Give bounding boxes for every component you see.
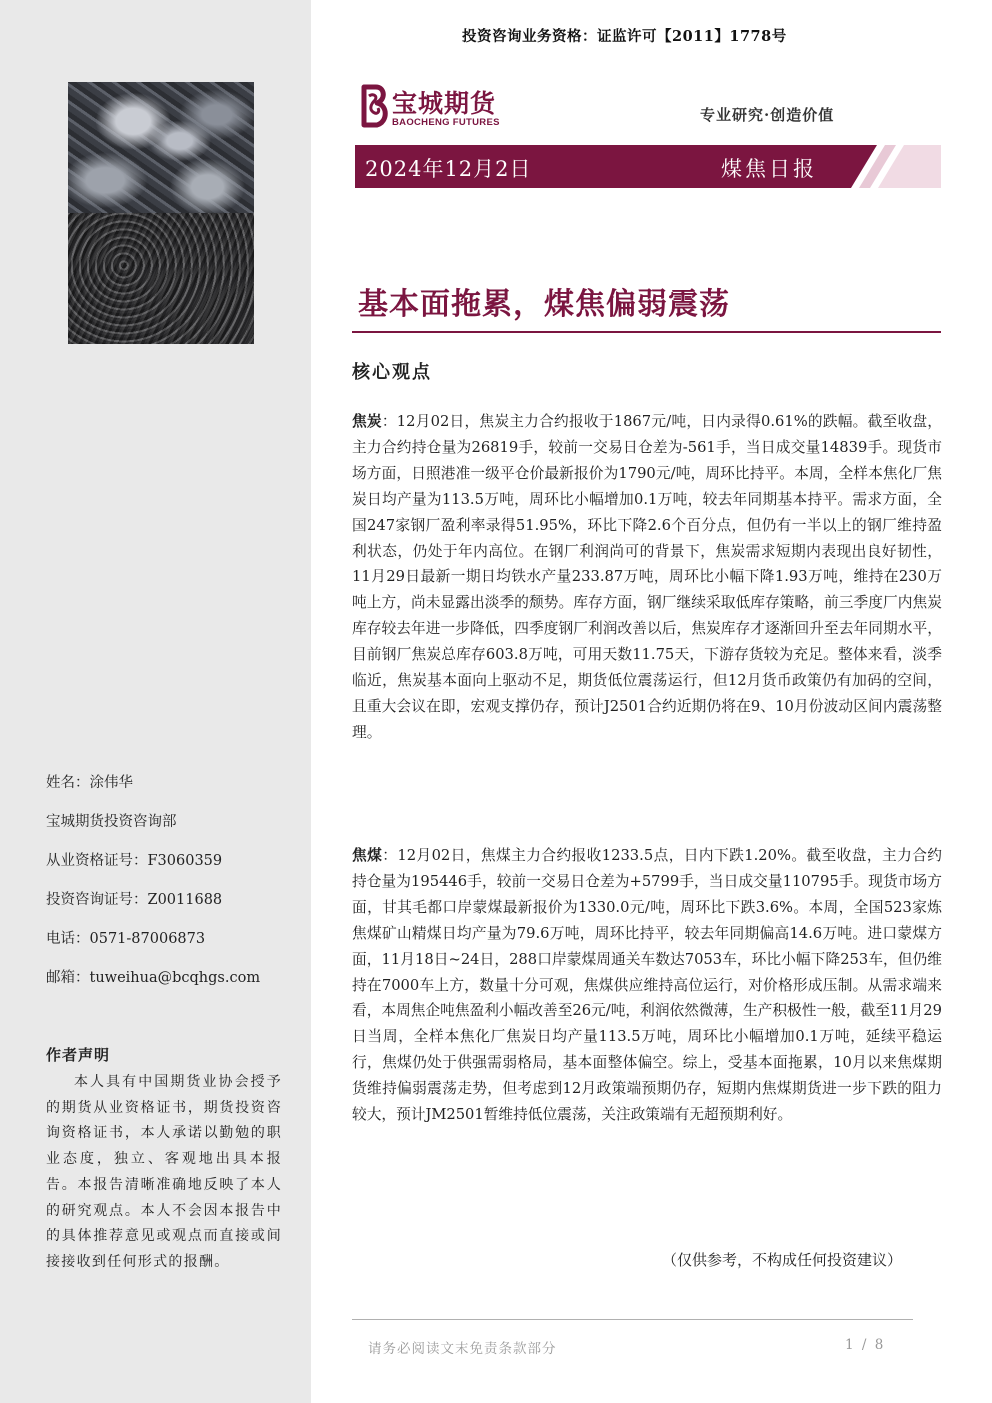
analyst-cert: 从业资格证号：F3060359: [46, 853, 223, 869]
declaration-title: 作者声明: [46, 1046, 111, 1064]
license-line: 投资咨询业务资格：证监许可【2011】1778号: [462, 28, 787, 45]
brand-logo: [358, 84, 528, 134]
slogan: 专业研究·创造价值: [700, 106, 835, 124]
coke-text: ：12月02日，焦炭主力合约报收于1867元/吨，日内录得0.61%的跌幅。截至收盘，主力合约持仓量为26819手，较前一交易日仓差为-561手，当日成交量14839手。现货市场方面，日照港准一级平仓价最新报价为1790元/吨，周环比持平。本周，全样本焦化厂焦炭日均产量为113.5万吨，周环比小幅增加0.1万吨，较去年同期基本持平。需求方面，全国247家钢厂盈利率录得51.95%，环比下降2.6个百分点，但仍有一半以上的钢厂维持盈利状态，仍处于年内高位。在钢厂利润尚可的背景下，焦炭需求短期内表现出良好韧性，11月29日最新一期日均铁水产量233.87万吨，周环比小幅下降1.93万吨，维持在230万吨上方，尚未显露出淡季的颓势。库存方面，钢厂继续采取低库存策略，前三季度厂内焦炭库存较去年进一步降低，四季度钢厂利润改善以后，焦炭库存才逐渐回升至去年同期水平，目前钢厂焦炭总库存603.8万吨，可用天数11.75天，下游存货较为充足。整体来看，淡季临近，焦炭基本面向上驱动不足，期货低位震荡运行，但12月货币政策仍有加码的空间，且重大会议在即，宏观支撑仍存，预计J2501合约近期仍将在9、10月份波动区间内震荡整理。: [352, 413, 942, 741]
brand-logo-icon: [358, 84, 390, 130]
page-number: 1 / 8: [845, 1337, 886, 1353]
coking-coal-label: 焦煤: [352, 847, 383, 864]
analyst-dept: 宝城期货投资咨询部: [46, 814, 177, 830]
brand-name-cn: 宝城期货: [392, 89, 497, 118]
analyst-consult-cert: 投资咨询证号：Z0011688: [46, 892, 223, 908]
footer-divider: [352, 1319, 913, 1320]
analyst-phone: 电话：0571-87006873: [46, 931, 206, 947]
coking-coal-text: ：12月02日，焦煤主力合约报收1233.5点，日内下跌1.20%。截至收盘，主力合约持仓量为195446手，较前一交易日仓差为+5799手，当日成交量110795手。现货市场方面，甘其毛都口岸蒙煤最新报价为1330.0元/吨，周环比下跌3.6%。本周，全国523家炼焦煤矿山精煤日均产量为79.6万吨，周环比持平，较去年同期偏高14.6万吨。进口蒙煤方面，11月18日~24日，288口岸蒙煤周通关车数达7053车，环比小幅下降253车，但仍维持在7000车上方，数量十分可观，焦煤供应维持高位运行，对价格形成压制。从需求端来看，本周焦企吨焦盈利小幅改善至26元/吨，利润依然微薄，生产积极性一般，截至11月29日当周，全样本焦化厂焦炭日均产量113.5万吨，周环比小幅增加0.1万吨，延续平稳运行，焦煤仍处于供强需弱格局，基本面整体偏空。综上，受基本面拖累，10月以来焦煤期货维持偏弱震荡走势，但考虑到12月政策端预期仍存，短期内焦煤期货进一步下跌的阻力较大，预计JM2501暂维持低位震荡，关注政策端有无超预期利好。: [352, 847, 942, 1124]
report-type: 煤焦日报: [721, 157, 817, 181]
report-date: 2024年12月2日: [365, 157, 532, 181]
disclaimer: （仅供参考，不构成任何投资建议）: [662, 1251, 903, 1269]
coke-paragraph: [352, 409, 942, 746]
analyst-email: 邮箱：tuweihua@bcqhgs.com: [46, 970, 261, 986]
analyst-info: [46, 764, 286, 998]
section-title: 核心观点: [352, 362, 432, 383]
analyst-name: 姓名：涂伟华: [46, 775, 133, 791]
coal-photo-bottom: [68, 213, 254, 344]
sidebar: [0, 0, 311, 1403]
date-banner: [355, 145, 941, 188]
report-title: 基本面拖累，煤焦偏弱震荡: [358, 287, 730, 322]
coking-coal-paragraph: [352, 843, 942, 1128]
coal-photo-top: [68, 82, 254, 213]
coke-label: 焦炭: [352, 413, 382, 430]
title-divider: [352, 331, 941, 333]
declaration-body: 本人具有中国期货业协会授予的期货从业资格证书，期货投资咨询资格证书，本人承诺以勤勉的职业态度，独立、客观地出具本报告。本报告清晰准确地反映了本人的研究观点。本人不会因本报告中的具体推荐意见或观点而直接或间接接收到任何形式的报酬。: [46, 1074, 282, 1270]
brand-name-en: BAOCHENG FUTURES: [392, 117, 500, 128]
footer-note: 请务必阅读文末免责条款部分: [368, 1341, 557, 1357]
